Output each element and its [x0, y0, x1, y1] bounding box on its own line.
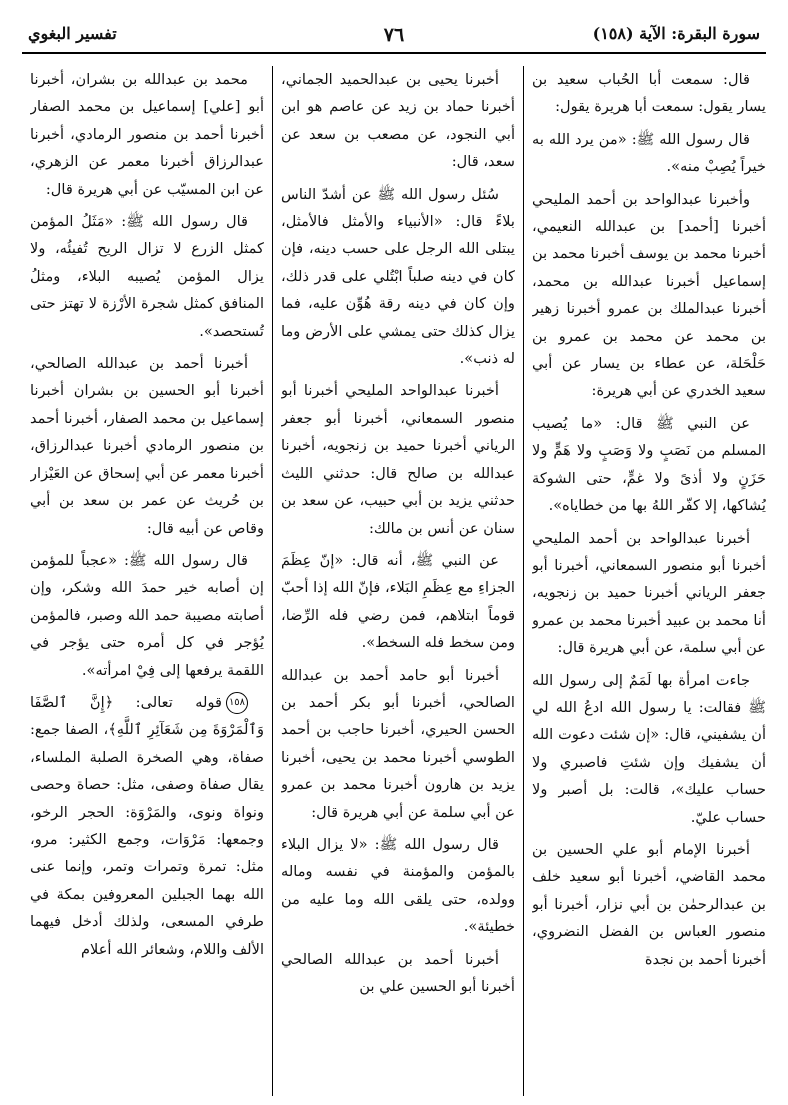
- paragraph: سُئل رسول الله ﷺ عن أشدّ الناس بلاءً قال: «الأنبياء والأمثل فالأمثل، يبتلى الله الرجل على حسب دينه، فإن كان في دينه صلباً ابْتُلي على قدر ذلك، وإن كان في دينه رقة هُوِّن عليه، فما يزال كذلك حتى يمشي على الأرض وما له ذنب».: [281, 185, 515, 368]
- book-title: تفسير البغوي: [28, 24, 117, 43]
- column-left: [30, 66, 264, 1096]
- aya-number-badge: ١٥٨: [226, 692, 248, 714]
- paragraph: أخبرنا أبو حامد أحمد بن عبدالله الصالحي، أخبرنا أبو بكر أحمد بن الحسن الحيري، أخبرنا حاجب بن أحمد الطوسي أخبرنا محمد بن يحيى، أخبرنا يزيد بن هارون أخبرنا محمد بن عمرو عن أبي سلمة عن أبي هريرة قال:: [281, 666, 515, 821]
- paragraph: أخبرنا عبدالواحد المليحي أخبرنا أبو منصور السمعاني، أخبرنا أبو جعفر الرياني أخبرنا حميد بن زنجويه، أخبرنا عبدالله بن صالح قال: حدثني الليث حدثني يزيد بن أبي حبيب، عن سعد بن سنان عن أنس بن مالك:: [281, 382, 515, 537]
- paragraph: عن النبي ﷺ، أنه قال: «إنّ عِظَمَ الجزاءِ مع عِظَمِ البَلاء، فإنّ الله إذا أحبّ قوماً ابتلاهم، فمن رضي فله الرِّضا، ومن سخط فله السخط».: [281, 551, 515, 652]
- column-divider: [272, 66, 273, 1096]
- paragraph: وأخبرنا عبدالواحد بن أحمد المليحي أخبرنا [أحمد] بن عبدالله النعيمي، أخبرنا محمد بن يوسف أخبرنا محمد بن إسماعيل أخبرنا عبدالله بن محمد، أخبرنا عبدالملك بن عمرو أخبرنا زهير بن محمد عن محمد بن عمرو بن حَلْحَلة، عن عطاء بن يسار عن أبي سعيد الخدري عن أبي هريرة:: [532, 190, 766, 400]
- page-header: [22, 22, 766, 54]
- column-middle: [281, 66, 515, 1096]
- paragraph: قال رسول الله ﷺ: «مَثَلُ المؤمن كمثل الزرع لا تزال الريح تُفيئُه، ولا يزال المؤمن يُصيبه البلاء، ومثلُ المنافق كمثل شجرة الأرْزة لا تهتز حتى تُستحصد».: [30, 213, 264, 340]
- paragraph: قال رسول الله ﷺ: «عجباً للمؤمن إن أصابه خير حمدَ الله وشكر، وإن أصابته مصيبة حمد الله وصبر، فالمؤمن يُؤجر في كل أمره حتى يؤجر في اللقمة يرفعها إلى فِيْ امرأته».: [30, 551, 264, 679]
- paragraph: عن النبي ﷺ قال: «ما يُصيب المسلم من نَصَبٍ ولا وَصَبٍ ولا هَمٍّ ولا حَزَنٍ ولا أذىً ولا غمٍّ، حتى الشوكة يُشاكها، إلا كفّر اللهُ بها من خطاياه».: [532, 414, 766, 515]
- paragraph: قال: سمعت أبا الحُباب سعيد بن يسار يقول: سمعت أبا هريرة يقول:: [532, 71, 766, 116]
- paragraph: أخبرنا أحمد بن عبدالله الصالحي، أخبرنا أبو الحسين بن بشران أخبرنا إسماعيل بن محمد الصفار، أخبرنا أحمد بن منصور الرمادي أخبرنا عبدالرزاق، أخبرنا معمر عن أبي إسحاق عن العَيْزار بن حُريث عن عمر بن سعد بن أبي وقاص عن أبيه قال:: [30, 355, 264, 537]
- paragraph: أخبرنا الإمام أبو علي الحسين بن محمد القاضي، أخبرنا أبو سعيد خلف بن عبدالرحمٰن بن أبي نزار، أخبرنا أبو منصور العباس بن الفضل النضروي، أخبرنا أحمد بن نجدة: [532, 840, 766, 968]
- column-right: [532, 66, 766, 1096]
- page-number: ٧٦: [383, 24, 405, 46]
- paragraph: أخبرنا أحمد بن عبدالله الصالحي أخبرنا أبو الحسين علي بن: [281, 950, 515, 995]
- paragraph: محمد بن عبدالله بن بشران، أخبرنا أبو [علي] إسماعيل بن محمد الصفار أخبرنا أحمد بن منصور الرمادي، أخبرنا عبدالرزاق أخبرنا معمر عن الزهري، عن ابن المسيّب عن أبي هريرة قال:: [30, 71, 264, 198]
- paragraph: أخبرنا يحيى بن عبدالحميد الجماني، أخبرنا حماد بن زيد عن عاصم هو ابن أبي النجود، عن مصعب بن سعد عن سعد، قال:: [281, 71, 515, 171]
- surah-reference: سورة البقرة: الآية (١٥٨): [592, 24, 760, 43]
- aya-commentary: قوله تعالى: ﴿إِنَّ ٱلصَّفَا وَٱلْمَرْوَةَ مِن شَعَآئِرِ ٱللَّهِ﴾، الصفا جمع: صفاة، وهي الصخرة الصلبة الملساء، يقال صفاة وصفى، مثل: حصاة وحصى ونواة ونوى، والمَرْوَة: الحجر الرخو، وجمعها: مَرْوَات، وجمع الكثير: مرو، مثل: تمرة وتمرات وتمر، وإنما عنى الله بهما الجبلين المعروفين بمكة في طرفي المسعى، ولذلك أدخل فيهما الألف واللام، وشعائر الله أعلام: [30, 693, 264, 958]
- column-divider: [523, 66, 524, 1096]
- aya-paragraph: [30, 689, 264, 963]
- text-columns: [22, 66, 766, 1096]
- paragraph: أخبرنا عبدالواحد بن أحمد المليحي أخبرنا أبو منصور السمعاني، أخبرنا أبو جعفر الرياني أخبرنا حميد بن زنجويه، أنا محمد بن عبيد أخبرنا محمد بن عمرو عن أبي سلمة، عن أبي هريرة قال:: [532, 529, 766, 657]
- paragraph: قال رسول الله ﷺ: «من يرد الله به خيراً يُصِبْ منه».: [532, 130, 766, 176]
- paragraph: جاءت امرأة بها لَمَمٌ إلى رسول الله ﷺ فقالت: يا رسول الله ادعُ الله لي أن يشفيني، قال: «إن شئت دعوت الله أن يشفيك وإن شئتِ فاصبري ولا حساب عليك»، قالت: بل أصبر ولا حساب عليّ.: [532, 671, 766, 826]
- paragraph: قال رسول الله ﷺ: «لا يزال البلاء بالمؤمن والمؤمنة في نفسه وماله وولده، حتى يلقى الله وما عليه من خطيئة».: [281, 835, 515, 936]
